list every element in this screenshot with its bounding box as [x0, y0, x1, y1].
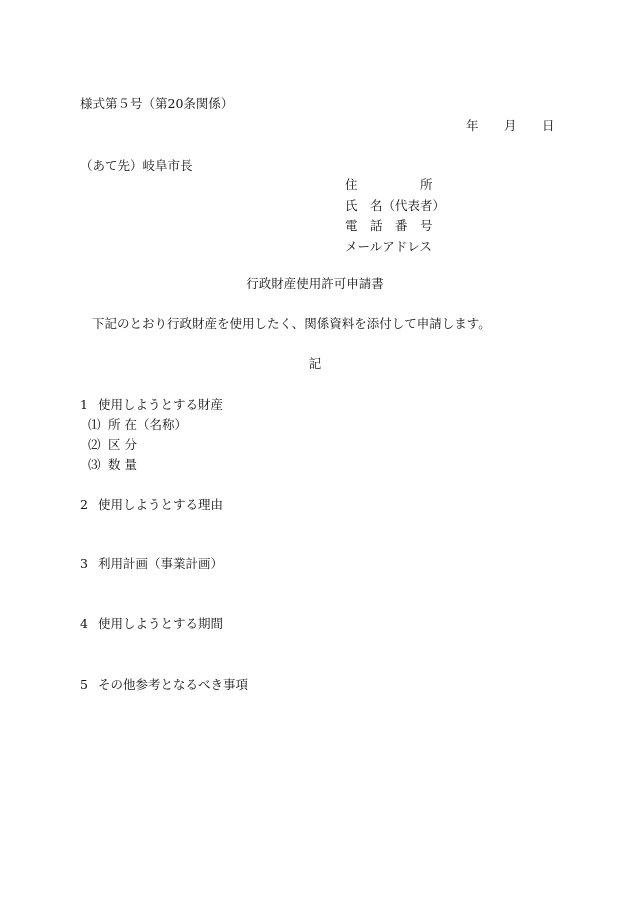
applicant-email-label: メールアドレス: [345, 238, 432, 254]
subitem-1-3-number: ⑶: [88, 457, 101, 472]
applicant-phone-label: 電 話 番 号: [345, 218, 433, 233]
item-5: [80, 677, 248, 693]
item-2-number: 2: [80, 497, 88, 512]
form-number: 様式第５号（第20条関係）: [80, 96, 234, 111]
date-line: [466, 118, 555, 134]
subitem-1-2: [88, 437, 137, 453]
date-year: 年: [466, 118, 479, 133]
subitem-1-2-number: ⑵: [88, 437, 101, 452]
item-1-number: 1: [80, 397, 88, 412]
subitem-1-1-label: 所 在（名称）: [108, 417, 187, 432]
applicant-name-label: 氏 名（代表者）: [345, 197, 446, 213]
item-3-label: 利用計画（事業計画）: [98, 556, 224, 571]
document-title: 行政財産使用許可申請書: [246, 276, 384, 291]
date-month: 月: [504, 118, 517, 133]
item-4-label: 使用しようとする期間: [98, 616, 224, 631]
subitem-1-2-label: 区 分: [108, 437, 137, 452]
item-5-number: 5: [80, 677, 88, 692]
ki-heading: 記: [308, 356, 322, 371]
item-4-number: 4: [80, 616, 88, 631]
addressee: （あて先）岐阜市長: [80, 158, 193, 173]
item-2-label: 使用しようとする理由: [98, 497, 224, 512]
subitem-1-1: [88, 417, 187, 433]
application-statement: 下記のとおり行政財産を使用したく、関係資料を添付して申請します。: [92, 316, 491, 331]
applicant-address-label: 住 所: [345, 177, 433, 192]
date-day: 日: [542, 118, 555, 133]
item-5-label: その他参考となるべき事項: [98, 677, 249, 692]
subitem-1-3-label: 数 量: [108, 457, 137, 472]
applicant-block: [345, 177, 445, 259]
item-2: [80, 497, 223, 513]
subitem-1-3: [88, 457, 137, 473]
item-3: [80, 556, 223, 572]
item-4: [80, 616, 223, 632]
subitem-1-1-number: ⑴: [88, 417, 101, 432]
item-1: [80, 397, 223, 413]
item-3-number: 3: [80, 556, 88, 571]
item-1-label: 使用しようとする財産: [98, 397, 224, 412]
